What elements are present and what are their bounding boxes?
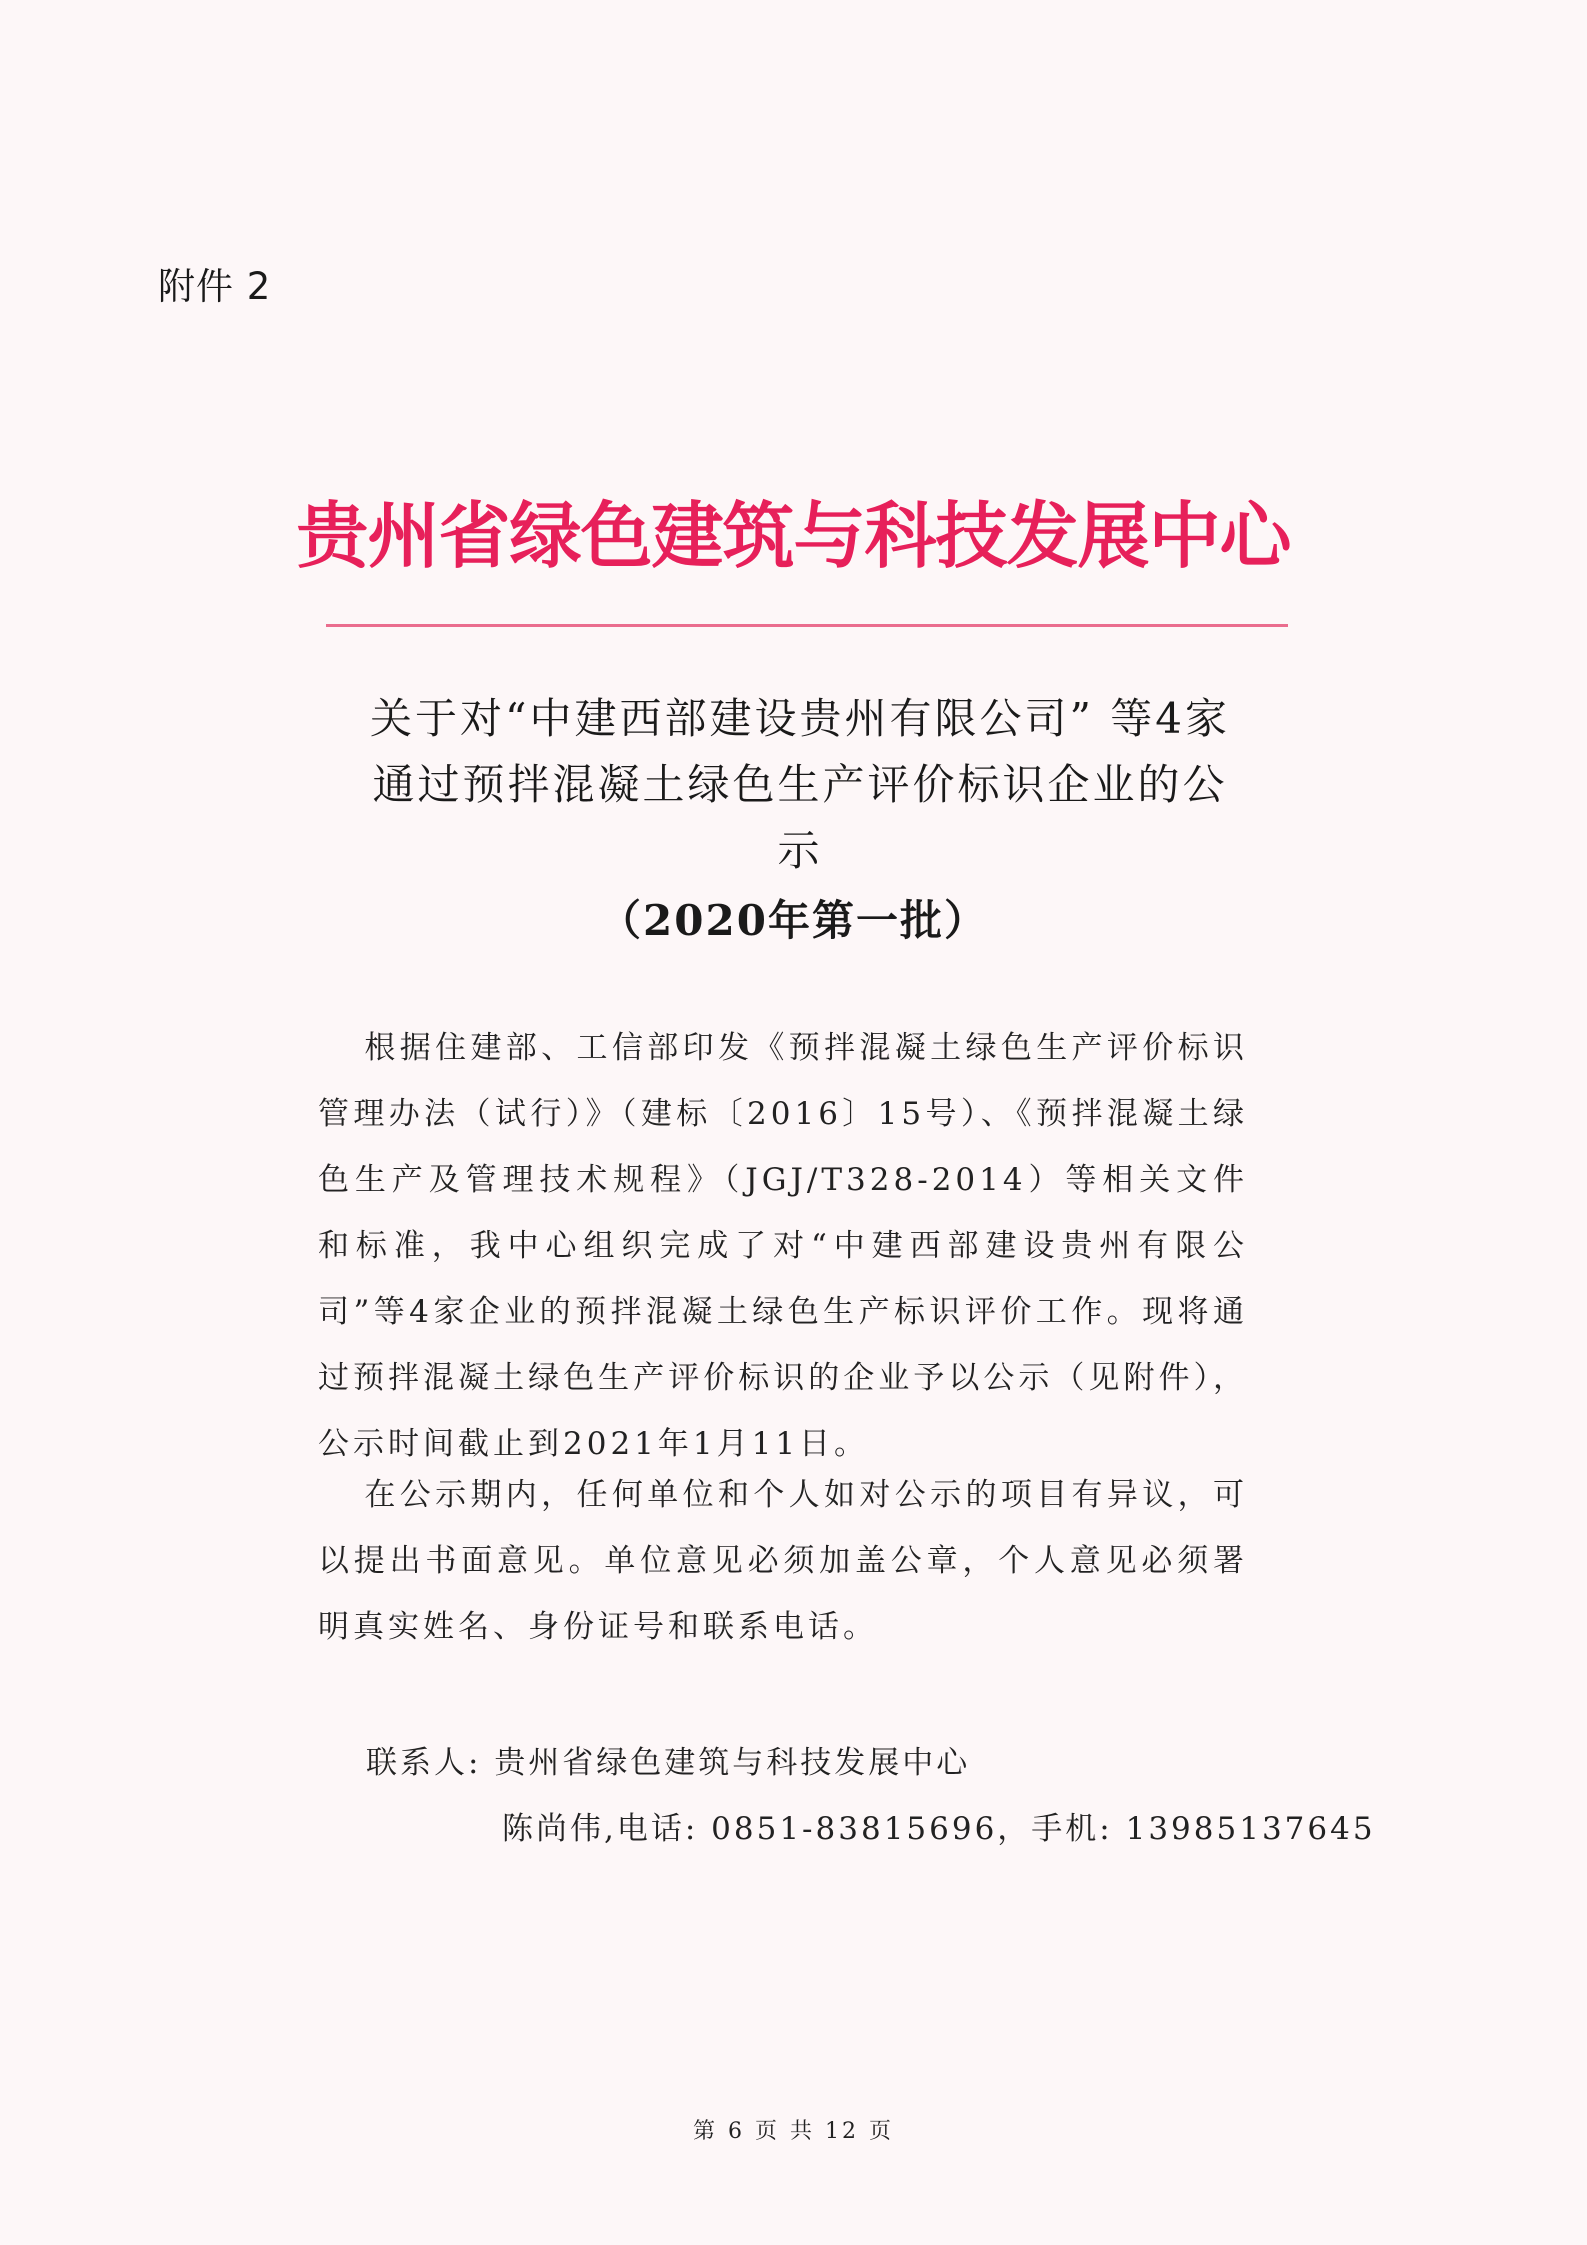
notice-title-line-3: 示 (777, 826, 823, 875)
header-divider (326, 624, 1288, 627)
body-paragraph-2 (318, 1462, 1248, 1660)
body-paragraph-1-text: 根据住建部、工信部印发《预拌混凝土绿色生产评价标识管理办法（试行）》（建标〔2016〕15号）、《预拌混凝土绿色生产及管理技术规程》（JGJ/T328-2014）等相关文件和标准，我中心组织完成了对“中建西部建设贵州有限公司”等4家企业的预拌混凝土绿色生产标识评价工作。现将通过预拌混凝土绿色生产评价标识的企业予以公示（见附件），公示时间截止到2021年1月11日。 (318, 1030, 1248, 1462)
notice-title (300, 686, 1300, 884)
footer-page-prefix: 第 (692, 2119, 718, 2144)
contact-label: 联系人: (366, 1745, 482, 1781)
body-paragraph-2-text: 在公示期内，任何单位和个人如对公示的项目有异议，可以提出书面意见。单位意见必须加盖公章，个人意见必须署明真实姓名、身份证号和联系电话。 (318, 1477, 1248, 1645)
footer-page-number: 6 (728, 2119, 745, 2144)
footer-page-mid: 页 共 (755, 2119, 815, 2144)
notice-title-line-1: 关于对“中建西部建设贵州有限公司” 等4家 (369, 694, 1231, 743)
body-paragraph-1 (318, 1015, 1248, 1477)
page-footer (0, 2114, 1587, 2145)
organization-header: 贵州省绿色建筑与科技发展中心 (296, 493, 1291, 578)
contact-organization: 贵州省绿色建筑与科技发展中心 (494, 1745, 971, 1781)
contact-organization-row (366, 1737, 970, 1782)
contact-person: 陈尚伟,电话: 0851-83815696，手机: 13985137645 (502, 1811, 1376, 1847)
footer-page-suffix: 页 (869, 2119, 895, 2144)
notice-batch: （2020年第一批） (599, 896, 988, 945)
attachment-label: 附件 2 (158, 265, 272, 308)
contact-person-row (502, 1803, 1376, 1848)
footer-total-pages: 12 (825, 2119, 859, 2144)
notice-title-line-2: 通过预拌混凝土绿色生产评价标识企业的公 (372, 760, 1228, 809)
